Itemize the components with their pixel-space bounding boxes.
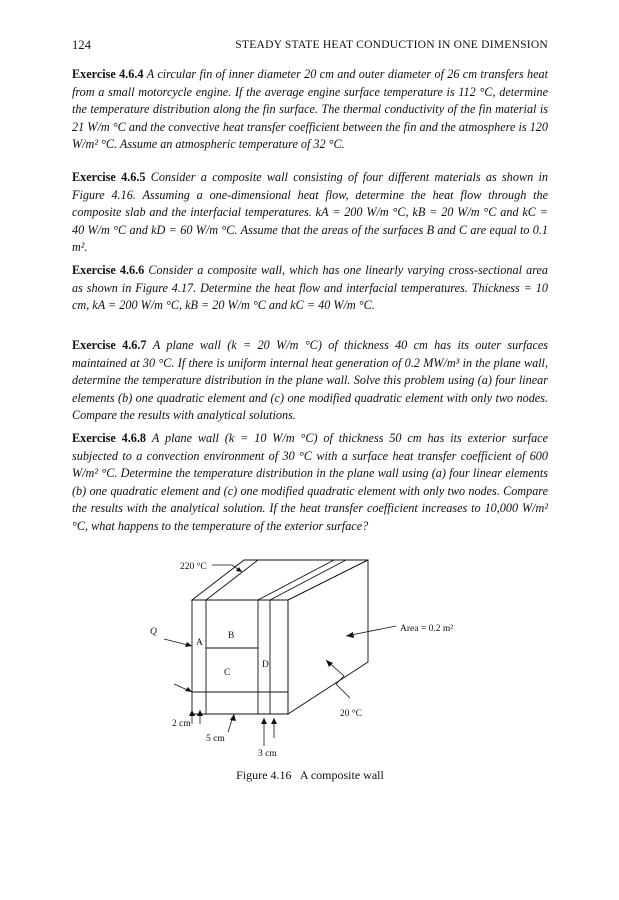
exercise-label: Exercise 4.6.8 [72, 431, 147, 445]
thickness-a-label: 2 cm [172, 719, 191, 729]
figure-caption: Figure 4.16 A composite wall [236, 768, 384, 782]
exercise-text: Consider a composite wall consisting of four different materials as shown in Figure 4.16. Assuming a one-dimensional heat flow, determine the heat flow through the composite slab and the interfacial temperatures. kA = 200 W/m °C, kB = 20 W/m °C and kC = 40 W/m °C and kD = 60 W/m °C. Assume that the areas of the surfaces B and C are equal to 0.1 m². [72, 170, 548, 254]
side-face [288, 560, 368, 714]
top-layer-line-d2 [270, 560, 346, 600]
arrowhead [236, 567, 242, 572]
arrowhead [189, 710, 195, 716]
exercise-4-6-8 [72, 430, 548, 535]
layer-c-label: C [224, 668, 231, 678]
exercise-4-6-7 [72, 337, 548, 425]
exercise-4-6-6 [72, 262, 548, 315]
exercise-text: A plane wall (k = 20 W/m °C) of thickness 40 cm has its outer surfaces maintained at 30 °C. If there is uniform internal heat generation of 0.2 MW/m³ in the plane wall, determine the temperature distribution in the plane wall. Solve this problem using (a) four linear elements (b) one quadratic element and (c) one modified quadratic element with only two nodes. Compare the results with analytical solutions. [72, 338, 549, 422]
area-leader [346, 626, 396, 636]
arrowhead [346, 632, 354, 638]
top-layer-line-d [258, 560, 334, 600]
composite-wall-diagram [150, 552, 480, 762]
arrowhead [326, 660, 333, 667]
exercise-label: Exercise 4.6.6 [72, 263, 145, 277]
thickness-bc-label: 5 cm [206, 734, 225, 744]
arrowhead [261, 718, 267, 724]
top-face [192, 560, 368, 600]
area-label: Area = 0.2 m² [400, 624, 454, 634]
exercise-text: A circular fin of inner diameter 20 cm and outer diameter of 26 cm transfers heat from a small motorcycle engine. If the average engine surface temperature is 112 °C, determine the temperature distribution along the fin surface. The thermal conductivity of the fin material is 21 W/m °C and the convective heat transfer coefficient between the fin and the atmosphere is 120 W/m² °C. Assume an atmospheric temperature of 32 °C. [72, 67, 548, 151]
exercise-4-6-4 [72, 66, 548, 154]
exercise-label: Exercise 4.6.7 [72, 338, 147, 352]
page-number: 124 [72, 38, 92, 52]
hot-temp-label: 220 °C [180, 562, 207, 572]
layer-b-label: B [228, 631, 235, 641]
exercise-text: Consider a composite wall, which has one linearly varying cross-sectional area as shown in Figure 4.17. Determine the heat flow and interfacial temperatures. Thickness = 10 cm, kA = 200 W/m °C, kB = 20 W/m °C and kC = 40 W/m °C. [72, 263, 548, 312]
exercise-label: Exercise 4.6.5 [72, 170, 146, 184]
composite-wall-figure [150, 552, 480, 762]
exercise-4-6-5 [72, 169, 548, 257]
heat-flow-label: Q [150, 627, 157, 637]
chapter-title: STEADY STATE HEAT CONDUCTION IN ONE DIMENSION [235, 38, 548, 51]
running-head [72, 38, 548, 58]
exercise-text: A plane wall (k = 10 W/m °C) of thickness 50 cm has its exterior surface subjected to a convection environment of 30 °C with a surface heat transfer coefficient of 600 W/m² °C. Determine the temperature distribution in the plane wall using (a) four linear elements (b) one quadratic element and (c) one modified quadratic element with only two nodes. Compare the results with the analytical solution. If the heat transfer coefficient increases to 10,000 W/m² °C, what happens to the temperature of the exterior surface? [72, 431, 548, 533]
thickness-d-label: 3 cm [258, 749, 277, 759]
arrowhead [197, 710, 203, 716]
arrowhead [230, 714, 236, 721]
layer-d-label: D [262, 660, 269, 670]
arrowhead [271, 718, 277, 724]
top-layer-line-a [206, 560, 258, 600]
layer-a-label: A [196, 638, 203, 648]
arrowhead [185, 642, 192, 647]
exercise-label: Exercise 4.6.4 [72, 67, 144, 81]
cold-temp-label: 20 °C [340, 709, 363, 719]
